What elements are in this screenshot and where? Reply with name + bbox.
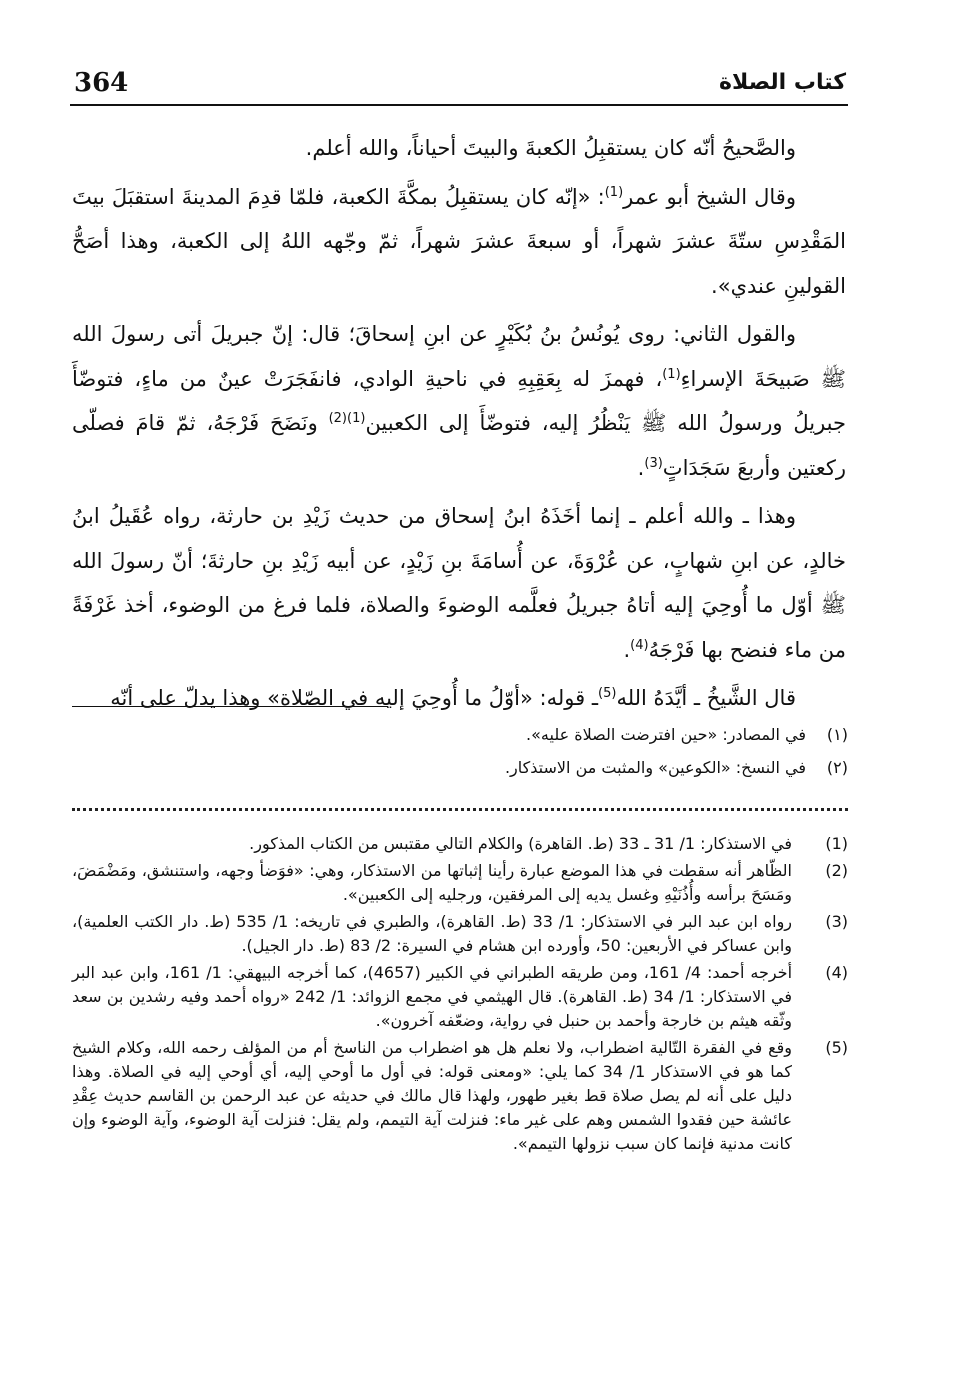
paragraph-2-text-b: : «إنّه كان يستقبِلُ بمكَّةَ الكعبة، فلمّا قدِمَ المدينةَ استقبَلَ بيتَ المَقْدِسِ ستّةَ عشرَ شهراً، أو سبعةَ عشرَ شهراً، ثمّ وجّهه اللهُ إلى الكعبة، وهذا أصَحُّ القولينِ عندي». (72, 184, 846, 298)
paragraph-2 (72, 175, 846, 309)
footnote-item (72, 1036, 848, 1156)
paragraph-1-text: والصَّحيحُ أنّه كان يستقبِلُ الكعبةَ والبيتَ أحياناً، والله أعلم. (305, 136, 796, 160)
footnote-ref: (1) (604, 184, 624, 200)
paragraph-5-text-b: ـ قوله: «أوّلُ ما أُوحِيَ إليه في الصّلاة» وهذا يدلّ على أنّه (110, 686, 598, 710)
footnote-number: (3) (825, 912, 848, 931)
paragraph-1 (72, 126, 846, 171)
paragraph-3-text-a: والقول الثاني: روى يُونُسُ بنُ بُكَيْرٍ عن ابنِ إسحاقَ؛ قال: إنّ جبريلَ أتى رسولَ الله ﷺ صَبيحَةَ الإسراءِ (72, 322, 846, 391)
footnote-ref: (3) (644, 455, 663, 471)
header-rule (70, 104, 848, 106)
paragraph-5-text-a: قال الشَّيخُ ـ أيَّدَهُ الله (616, 686, 796, 710)
paragraph-4-text-a: وهذا ـ والله أعلم ـ إنما أخَذَهُ ابنُ إسحاق من حديث زَيْدِ بن حارثة، رواه عُقَيلُ ابنُ خالدٍ، عن ابنِ شهابٍ، عن عُرْوَةَ، عن أُسامَةَ بنِ زَيْدٍ، عن أبيه زَيْدِ بنِ حارثةَ؛ أنّ رسولَ الله ﷺ أوّل ما أُوحِيَ إليه أتاهُ جبريلُ فعلَّمه الوضوءَ والصلاة، فلما فرغ من الوضوء، أخذ غَرْفَةً من ماء فنضح بها فَرْجَهُ (72, 504, 846, 662)
footnote-text: رواه ابن عبد البر في الاستذكار: 1/ 33 (ط. القاهرة)، والطبري في تاريخه: 1/ 535 (ط. دار الكتب العلمية)، وابن عساكر في الأربعين: 50، وأورده ابن هشام في السيرة: 2/ 83 (ط. دار الجيل). (72, 912, 793, 955)
footnote-number: (١) (826, 725, 848, 744)
paragraph-3 (72, 312, 846, 490)
footnote-text: وقع في الفقرة التّالية اضطراب، ولا نعلم هل هو اضطراب من الناسخ أم من المؤلف رحمه الله، وكلام الشيخ كما هو في الاستذكار 1/ 34 كما يلي: «ومعنى قوله: في أول ما أوحي إليه، أي أوحي إليه في الصلاة. وهذا دليل على أنه لم يصل صلاة قط بغير طهور، ولهذا قال مالك في حديثه عن عبد الرحمن بن القاسم حديث عِقْدِ عائشة حين فقدوا الشمس وهم على غير ماء: فنزلت آية التيمم، ولم يقل: فنزلت آية الوضوء، وآية الوضوء وإن كانت مدنية فإنما كان سبب نزولها التيمم». (72, 1038, 793, 1153)
footnote-ref: (1) (662, 366, 681, 382)
page-header (70, 62, 848, 102)
footnote-text: في النسخ: «الكوعين» والمثبت من الاستذكار. (504, 758, 806, 777)
footnote-item (72, 961, 848, 1033)
footnote-number: (4) (825, 963, 848, 982)
footnote-text: في المصادر: «حين افترضت الصلاة عليه». (526, 725, 806, 744)
paragraph-3-text-c: ونَضَحَ فَرْجَهُ، ثمّ قامَ فصلّى ركعتين وأربعَ سَجَدَاتٍ (72, 411, 846, 480)
footnote-item (72, 832, 848, 856)
footnote-text: الظّاهر أنه سقطت في هذا الموضع عبارة رأينا إثباتها من الاستذكار، وهي: «فوَضأ وجهه، واستنشق، ومَضْمَضَ، ومَسَحَ برأسه وأُذُنَيْهِ وغسل يديه إلى المرفقين، ورجليه إلى الكعبين». (72, 861, 792, 904)
page-number: 364 (74, 68, 129, 98)
footnote-item (72, 910, 848, 958)
paragraph-4-text-b: . (623, 637, 631, 662)
paragraph-3-text-d: . (637, 455, 645, 480)
main-text (72, 126, 846, 725)
footnote-number: (٢) (826, 758, 848, 777)
footnote-number: (5) (825, 1038, 848, 1057)
paragraph-4 (72, 494, 846, 672)
footnote-number: (1) (825, 834, 848, 853)
paragraph-5 (72, 676, 846, 721)
paragraph-3-text-b: ، فهمزَ له بِعَقِبِهِ في ناحيةِ الوادي، فانفَجَرَتْ عينٌ من ماءٍ، فتوضّأَ جبريلُ ورسولُ الله ﷺ يَنْظُرُ إليه، فتوضّأَ إلى الكعبين (72, 366, 847, 435)
footnote-ref: (1)(2) (328, 411, 366, 426)
footnote-item (72, 859, 848, 907)
footnote-number: (2) (825, 861, 848, 880)
footnote-ref: (4) (630, 637, 649, 653)
footnote-separator (72, 706, 388, 707)
paragraph-2-text-a: وقال الشيخ أبو عمر (623, 184, 796, 209)
dotted-separator (72, 808, 848, 817)
footnote-item (100, 718, 848, 751)
reference-footnotes (72, 832, 848, 1159)
footnote-text: أخرجه أحمد: 4/ 161، ومن طريقه الطبراني في الكبير (4657)، كما أخرجه البيهقي: 1/ 161، وابن عبد البر في الاستذكار: 1/ 34 (ط. القاهرة). قال الهيثمي في مجمع الزوائد: 1/ 242 «رواه أحمد وفيه رشدين بن سعد وثّقه هيثم بن خارجة وأحمد بن حنبل في رواية، وضعّفه آخرون». (72, 963, 793, 1030)
editor-footnotes (100, 718, 848, 784)
footnote-item (100, 751, 848, 784)
footnote-text: في الاستذكار: 1/ 31 ـ 33 (ط. القاهرة) والكلام التالي مقتبس من الكتاب المذكور. (249, 834, 792, 853)
footnote-ref: (5) (598, 686, 617, 701)
running-title: كتاب الصلاة (719, 70, 846, 95)
